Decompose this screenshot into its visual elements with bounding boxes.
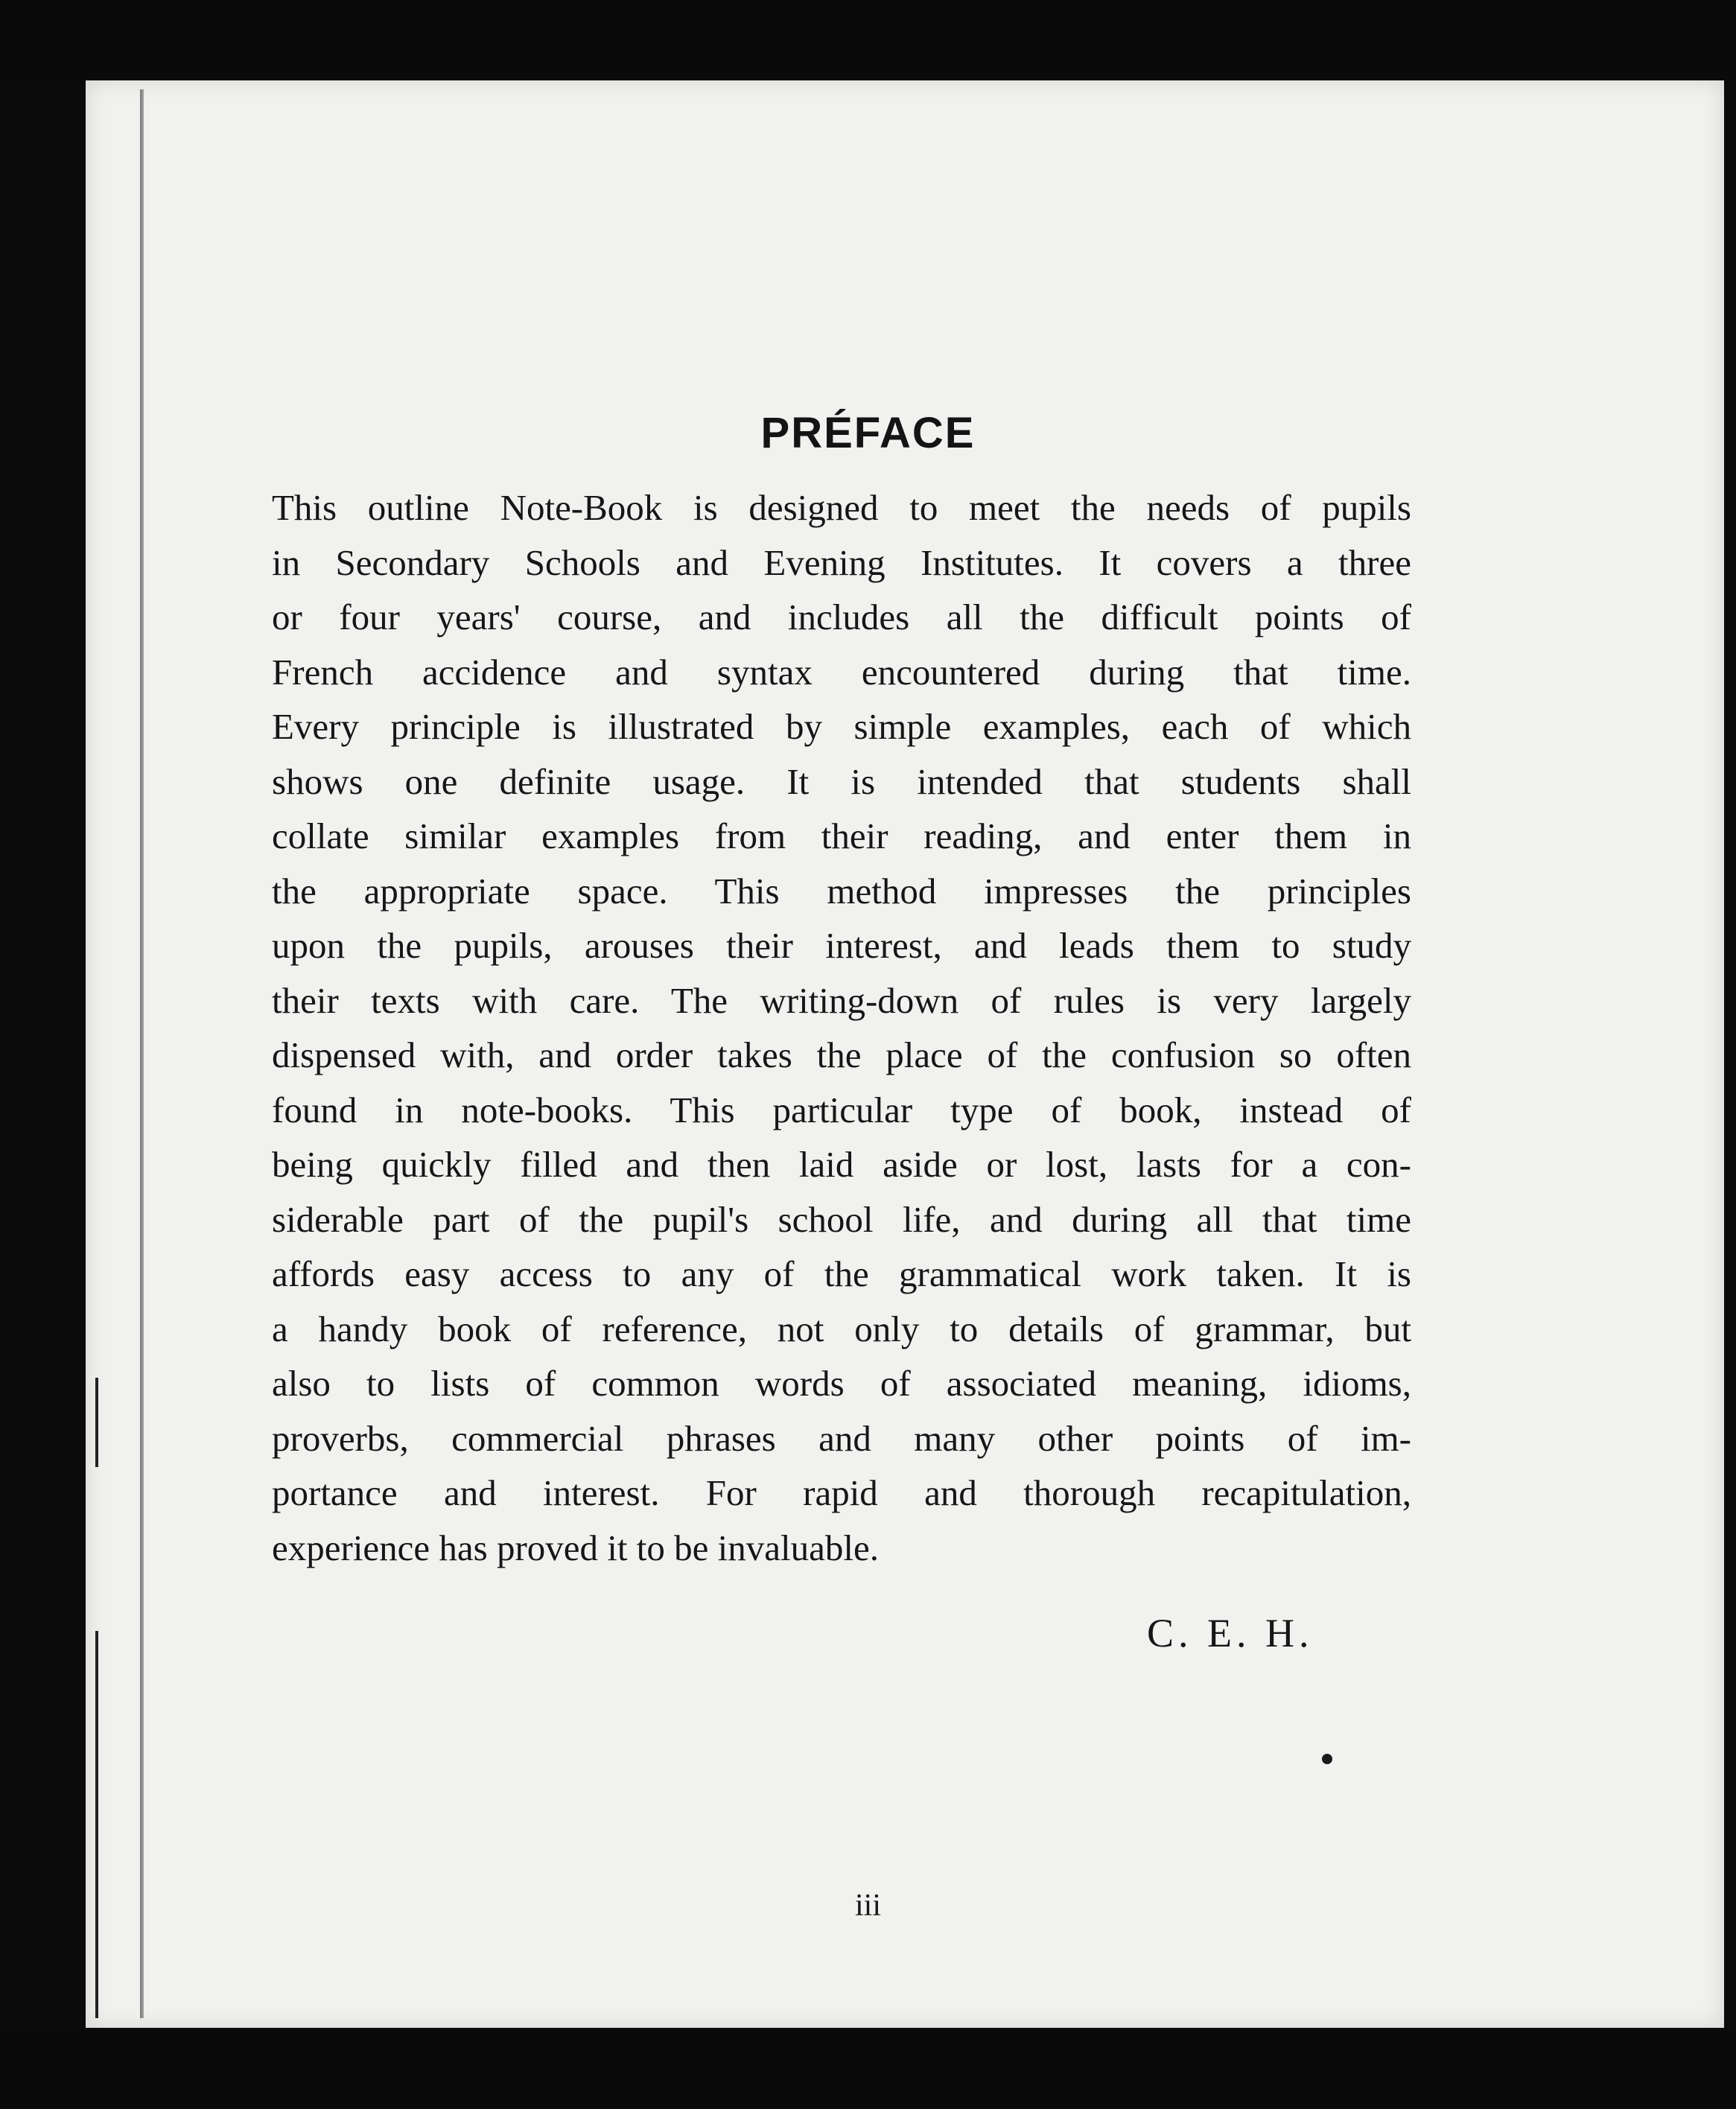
preface-title: PRÉFACE	[760, 409, 976, 457]
scan-top-border	[0, 0, 1736, 80]
margin-mark	[95, 1378, 98, 1467]
margin-mark	[95, 1631, 98, 2018]
preface-line: This outline Note-Book is designed to meet the needs of pupils	[272, 487, 1411, 528]
preface-line: being quickly filled and then laid aside or lost, lasts for a con-	[272, 1144, 1411, 1185]
preface-line: experience has proved it to be invaluable.	[272, 1527, 879, 1568]
preface-line: portance and interest. For rapid and thorough recapitulation,	[272, 1472, 1411, 1513]
preface-line: Every principle is illustrated by simple examples, each of which	[272, 706, 1411, 747]
preface-line: found in note-books. This particular type of book, instead of	[272, 1089, 1411, 1130]
author-initials: C. E. H.	[1147, 1611, 1314, 1655]
page-number: iii	[854, 1889, 881, 1923]
preface-line: a handy book of reference, not only to details of grammar, but	[272, 1308, 1411, 1349]
preface-line: collate similar examples from their reading, and enter them in	[272, 815, 1411, 856]
page-gutter-line	[140, 89, 144, 2018]
preface-line: proverbs, commercial phrases and many other points of im-	[272, 1417, 1411, 1459]
scan-bottom-border	[0, 2028, 1736, 2109]
preface-line: upon the pupils, arouses their interest, and leads them to study	[272, 925, 1411, 966]
preface-line: shows one definite usage. It is intended that students shall	[272, 760, 1411, 802]
ink-dot	[1322, 1754, 1332, 1764]
preface-line: or four years' course, and includes all the difficult points of	[272, 597, 1411, 637]
preface-line: in Secondary Schools and Evening Institutes. It covers a three	[272, 541, 1411, 583]
preface-body	[272, 480, 1411, 1575]
preface-line: siderable part of the pupil's school life, and during all that time	[272, 1198, 1411, 1240]
preface-line: dispensed with, and order takes the place of the confusion so often	[272, 1034, 1411, 1075]
preface-line: affords easy access to any of the grammatical work taken. It is	[272, 1253, 1411, 1294]
preface-line: also to lists of common words of associated meaning, idioms,	[272, 1363, 1411, 1404]
preface-line: French accidence and syntax encountered during that time.	[272, 651, 1411, 693]
preface-line: their texts with care. The writing-down of rules is very largely	[272, 979, 1411, 1021]
preface-line: the appropriate space. This method impresses the principles	[272, 870, 1411, 912]
